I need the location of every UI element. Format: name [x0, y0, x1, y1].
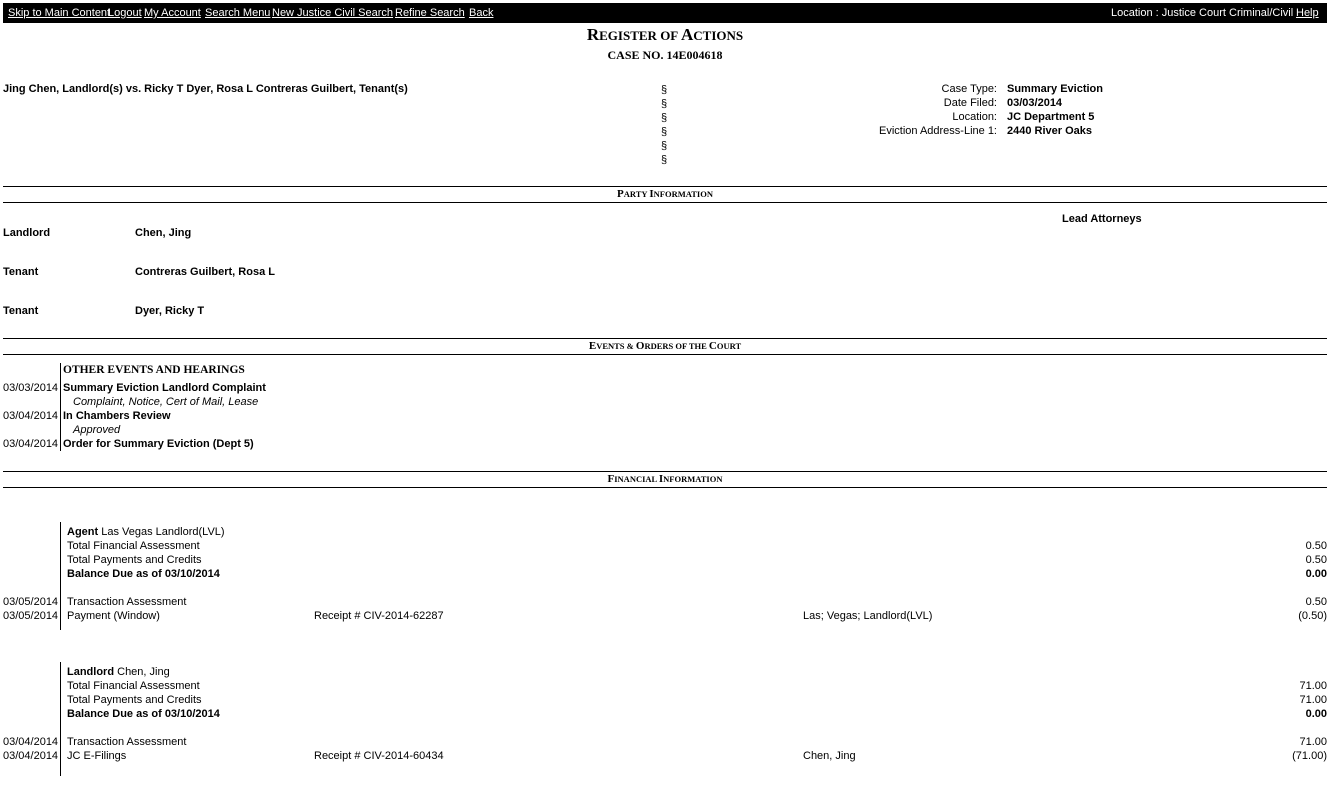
party-role: Tenant	[3, 266, 39, 278]
financial-party	[67, 666, 170, 678]
transaction-date: 03/05/2014	[3, 610, 59, 622]
transaction-payor: Las; Vegas; Landlord(LVL)	[803, 610, 933, 622]
event-title: Summary Eviction Landlord Complaint	[63, 382, 266, 394]
event-date: 03/04/2014	[3, 438, 59, 450]
location-value: JC Department 5	[1007, 111, 1095, 123]
transaction-amount: 0.50	[1305, 596, 1327, 608]
section-mark: §	[661, 98, 668, 110]
section-rest: NFORMATION	[663, 474, 723, 484]
date-filed-label: Date Filed:	[943, 97, 997, 109]
balance-due-label: Balance Due as of 03/10/2014	[67, 568, 220, 580]
search-menu-link[interactable]: Search Menu	[205, 7, 271, 19]
event-title: In Chambers Review	[63, 410, 171, 422]
title-of: OF	[656, 28, 682, 43]
section-rest: RDERS OF THE	[644, 341, 709, 351]
financial-party-name: Chen, Jing	[117, 666, 170, 678]
events-subheading: OTHER EVENTS AND HEARINGS	[63, 364, 245, 376]
case-style: Jing Chen, Landlord(s) vs. Ricky T Dyer, Rosa L Contreras Guilbert, Tenant(s)	[3, 83, 408, 95]
total-assessment-value: 0.50	[1305, 540, 1327, 552]
total-payments-value: 0.50	[1305, 554, 1327, 566]
title-r: R	[586, 25, 600, 44]
transaction-date: 03/04/2014	[3, 736, 59, 748]
section-cap: E	[588, 340, 597, 352]
back-link[interactable]: Back	[469, 7, 494, 19]
skip-to-main-link[interactable]: Skip to Main Content	[8, 7, 111, 19]
section-rest: ARTY	[623, 189, 650, 199]
transaction-desc: Transaction Assessment	[67, 736, 187, 748]
location-label: Location : Justice Court Criminal/Civil	[1111, 7, 1294, 19]
transaction-amount: (0.50)	[1298, 610, 1327, 622]
section-mark: §	[661, 154, 668, 166]
section-marks	[661, 83, 667, 167]
page-title	[0, 25, 1330, 45]
party-name: Dyer, Ricky T	[135, 305, 205, 317]
financial-party	[67, 526, 225, 538]
financial-party-name: Las Vegas Landlord(LVL)	[101, 526, 225, 538]
party-role: Tenant	[3, 305, 39, 317]
total-payments-label: Total Payments and Credits	[67, 554, 202, 566]
financial-party-role: Agent	[67, 526, 99, 538]
balance-due-label: Balance Due as of 03/10/2014	[67, 708, 220, 720]
event-title: Order for Summary Eviction (Dept 5)	[63, 438, 254, 450]
total-assessment-label: Total Financial Assessment	[67, 680, 200, 692]
top-nav-bar	[3, 3, 1327, 23]
section-cap: I	[649, 188, 654, 200]
transaction-desc: Transaction Assessment	[67, 596, 187, 608]
financial-information-header	[3, 471, 1327, 488]
section-cap: P	[617, 188, 624, 200]
section-rest: NFORMATION	[653, 189, 713, 199]
date-filed-value: 03/03/2014	[1007, 97, 1063, 109]
eviction-address-value: 2440 River Oaks	[1007, 125, 1093, 137]
case-type-value: Summary Eviction	[1007, 83, 1103, 95]
case-type-label: Case Type:	[941, 83, 997, 95]
section-rest: INANCIAL	[614, 474, 659, 484]
event-detail: Approved	[73, 424, 121, 436]
section-mark: §	[661, 112, 668, 124]
refine-search-link[interactable]: Refine Search	[395, 7, 465, 19]
total-payments-label: Total Payments and Credits	[67, 694, 202, 706]
events-orders-header	[3, 338, 1327, 355]
section-mark: §	[661, 140, 668, 152]
party-name: Chen, Jing	[135, 227, 192, 239]
title-a: A	[681, 25, 694, 44]
location-field-label: Location:	[952, 111, 997, 123]
section-cap: F	[607, 473, 615, 485]
transaction-desc: JC E-Filings	[67, 750, 127, 762]
event-date: 03/03/2014	[3, 382, 59, 394]
transaction-amount: 71.00	[1299, 736, 1327, 748]
section-mark: §	[661, 126, 668, 138]
section-cap: I	[658, 473, 664, 485]
transaction-receipt: Receipt # CIV-2014-62287	[314, 610, 444, 622]
new-justice-civil-search-link[interactable]: New Justice Civil Search	[272, 7, 394, 19]
balance-due-value: 0.00	[1305, 708, 1327, 720]
section-mark: §	[661, 84, 668, 96]
transaction-date: 03/04/2014	[3, 750, 59, 762]
transaction-receipt: Receipt # CIV-2014-60434	[314, 750, 444, 762]
party-role: Landlord	[3, 227, 51, 239]
transaction-desc: Payment (Window)	[67, 610, 160, 622]
section-cap: O	[635, 340, 645, 352]
title-ctions: CTIONS	[693, 28, 744, 43]
events-divider	[60, 363, 61, 451]
financial-divider	[60, 522, 61, 630]
transaction-date: 03/05/2014	[3, 596, 59, 608]
balance-due-value: 0.00	[1305, 568, 1327, 580]
total-assessment-label: Total Financial Assessment	[67, 540, 200, 552]
title-egister: EGISTER	[599, 28, 657, 43]
case-number: CASE NO. 14E004618	[607, 48, 723, 62]
financial-party-role: Landlord	[67, 666, 115, 678]
event-date: 03/04/2014	[3, 410, 59, 422]
section-cap: C	[708, 340, 717, 352]
financial-divider	[60, 662, 61, 776]
total-payments-value: 71.00	[1299, 694, 1327, 706]
party-name: Contreras Guilbert, Rosa L	[135, 266, 275, 278]
section-rest: OURT	[716, 341, 742, 351]
lead-attorneys-heading: Lead Attorneys	[1062, 213, 1142, 225]
logout-link[interactable]: Logout	[108, 7, 142, 19]
help-link[interactable]: Help	[1296, 7, 1319, 19]
event-detail: Complaint, Notice, Cert of Mail, Lease	[73, 396, 259, 408]
section-rest: VENTS &	[596, 341, 636, 351]
party-information-header	[3, 186, 1327, 203]
total-assessment-value: 71.00	[1299, 680, 1327, 692]
transaction-amount: (71.00)	[1292, 750, 1327, 762]
my-account-link[interactable]: My Account	[144, 7, 201, 19]
transaction-payor: Chen, Jing	[803, 750, 856, 762]
eviction-address-label: Eviction Address-Line 1:	[878, 125, 997, 137]
